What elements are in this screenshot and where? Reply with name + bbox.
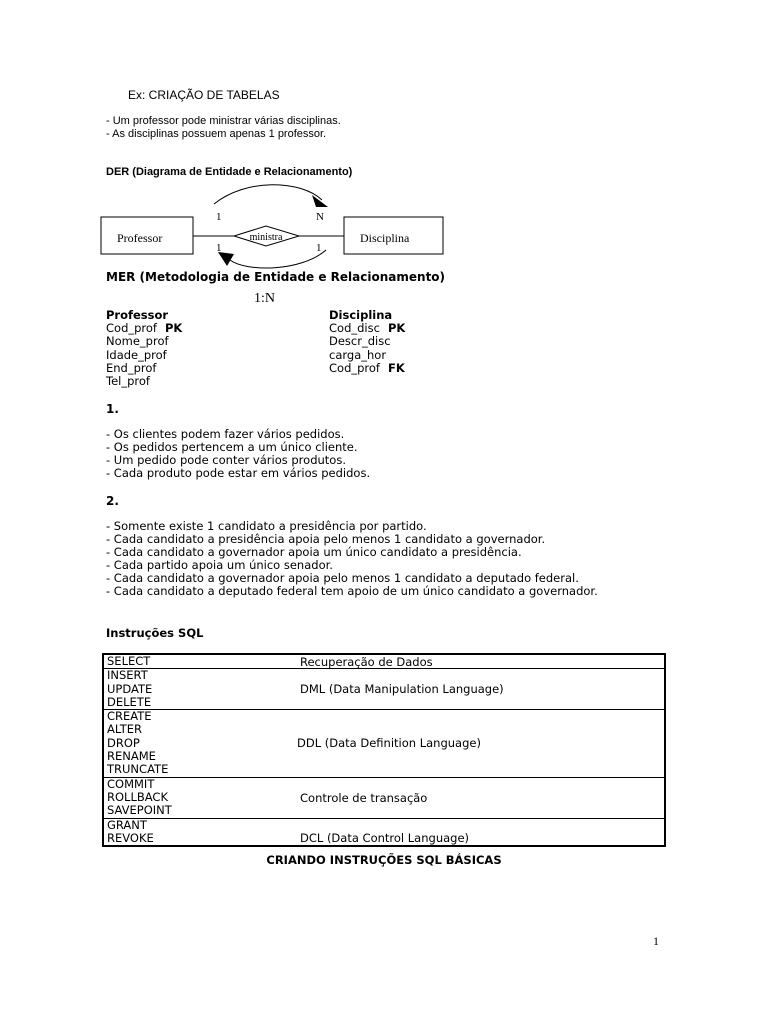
sql-command: COMMIT [107,776,155,791]
sql-command: RENAME [107,749,156,764]
sql-command: SAVEPOINT [107,803,172,818]
sql-command: ALTER [107,722,142,737]
sql-group-description: DCL (Data Control Language) [300,831,470,846]
mer-table-disciplina [329,309,405,375]
sql-command: TRUNCATE [107,762,169,777]
list-item: - Cada candidato a presidência apoia pelo menos 1 candidato a governador. [106,532,546,546]
der-diagram [96,180,448,272]
exercise1-list [106,428,370,480]
sql-title: Instruções SQL [106,626,204,640]
sql-command: DELETE [107,694,152,709]
list-item: - Cada candidato a governador apoia pelo menos 1 candidato a deputado federal. [106,571,579,585]
der-title: DER (Diagrama de Entidade e Relacionamento) [106,166,353,178]
sql-group-description: Recuperação de Dados [300,654,433,669]
sql-command: INSERT [107,668,148,683]
sql-group-description: Controle de transação [300,790,428,805]
intro-item: - Um professor pode ministrar várias disciplinas. [106,115,341,127]
bottom-arrowhead [218,252,234,266]
mer-field: Nome_prof [106,334,169,349]
mer-field: End_prof [106,360,157,375]
sql-command: REVOKE [107,830,154,845]
exercise1-number: 1. [106,402,119,416]
mer-field: Cod_disc PK [329,321,406,336]
sql-group-dcl [104,819,664,846]
list-item: - Cada partido apoia um único senador. [106,558,333,572]
exercise2-list [106,520,598,598]
exercise2-number: 2. [106,494,119,508]
intro-list [106,115,341,141]
mer-cardinality: 1:N [254,291,275,306]
list-item: - Os clientes podem fazer vários pedidos. [106,427,345,441]
mer-field: Idade_prof [106,347,167,362]
list-item: - Cada candidato a governador apoia um único candidato a presidência. [106,545,522,559]
page-number: 1 [653,934,659,948]
top-arrowhead [312,195,328,207]
entity-label-disciplina: Disciplina [360,231,410,245]
bottom-cardinality-left: 1 [216,242,222,254]
list-item: - Um pedido pode conter vários produtos. [106,453,346,467]
top-cardinality-left: 1 [216,211,222,223]
key-badge: PK [387,321,406,336]
entity-label-professor: Professor [117,231,163,245]
sql-command: GRANT [107,817,147,832]
mer-table-name: Professor [106,308,169,322]
mer-field: Descr_disc [329,334,391,349]
list-item: - Somente existe 1 candidato a presidência por partido. [106,519,427,533]
sql-group-dml [104,669,664,710]
sql-instructions-table [102,653,666,847]
sql-group-tcl [104,778,664,819]
intro-item: - As disciplinas possuem apenas 1 professor. [106,128,327,140]
sql-command: CREATE [107,709,152,724]
sql-command: SELECT [107,654,151,668]
sql-group-ddl [104,710,664,777]
key-badge: FK [387,360,405,375]
top-relationship-arc [214,185,322,204]
mer-field: Tel_prof [106,373,150,388]
key-badge: PK [164,321,183,336]
mer-field: Cod_prof FK [329,360,405,375]
document-heading: Ex: CRIAÇÃO DE TABELAS [128,88,280,102]
list-item: - Os pedidos pertencem a um único cliente. [106,440,358,454]
mer-table-professor [106,309,182,388]
mer-field: carga_hor [329,347,387,362]
list-item: - Cada produto pode estar em vários pedidos. [106,466,371,480]
relationship-label: ministra [249,232,283,243]
sql-command: ROLLBACK [107,789,168,804]
sql-group-description: DDL (Data Definition Language) [297,736,481,751]
mer-field: Cod_prof PK [106,321,183,336]
mer-title: MER (Metodologia de Entidade e Relacionamento) [106,270,446,284]
bottom-relationship-arc [230,250,326,268]
section-heading: CRIANDO INSTRUÇÕES SQL BÁSICAS [266,853,502,867]
sql-group-dql [104,655,664,669]
sql-group-description: DML (Data Manipulation Language) [300,682,504,697]
sql-command: DROP [107,735,140,750]
list-item: - Cada candidato a deputado federal tem apoio de um único candidato a governador. [106,584,598,598]
sql-command: UPDATE [107,681,153,696]
mer-table-name: Disciplina [329,308,393,322]
bottom-cardinality-right: 1 [316,242,322,254]
top-cardinality-right: N [316,211,324,223]
